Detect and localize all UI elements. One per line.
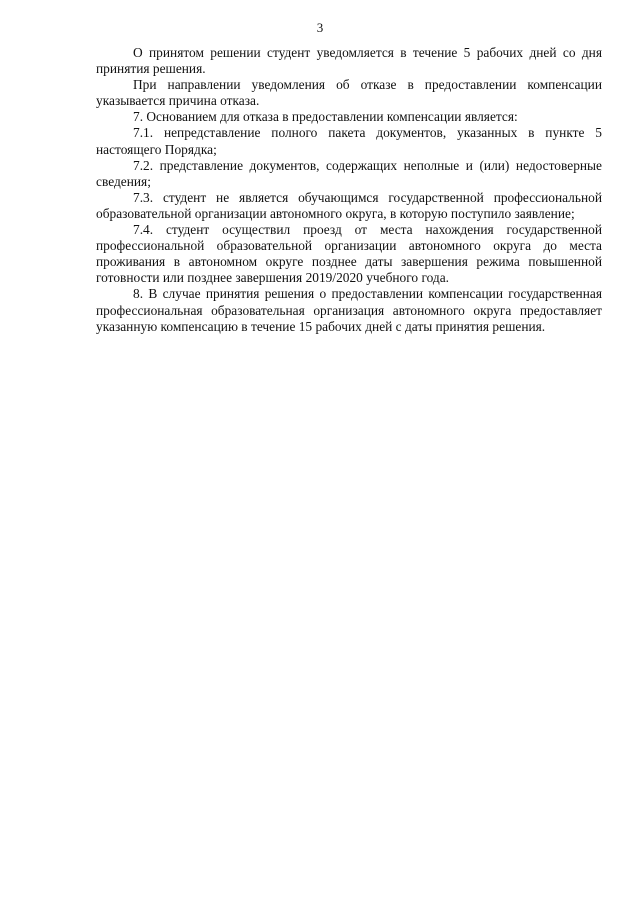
paragraph-7-2: 7.2. представление документов, содержащих неполные и (или) недостоверные сведения;	[96, 157, 602, 189]
paragraph-7: 7. Основанием для отказа в предоставлении компенсации является:	[133, 109, 518, 125]
paragraph-7-4: 7.4. студент осуществил проезд от места нахождения государственной профессиональной образовательной организации автономного округа до места проживания в автономном округе позднее даты завершения режима повышенной готовности или позднее завершения 2019/2020 учебного года.	[96, 222, 602, 286]
paragraph-notification: О принятом решении студент уведомляется в течение 5 рабочих дней со дня принятия решения.	[96, 45, 602, 77]
paragraph-refusal-reason: При направлении уведомления об отказе в предоставлении компенсации указывается причина отказа.	[96, 77, 602, 109]
paragraph-7-1: 7.1. непредставление полного пакета документов, указанных в пункте 5 настоящего Порядка;	[96, 125, 602, 157]
page-number: 3	[316, 20, 324, 35]
document-body	[96, 45, 602, 335]
paragraph-7-3: 7.3. студент не является обучающимся государственной профессиональной образовательной организации автономного округа, в которую поступило заявление;	[96, 189, 602, 221]
paragraph-8: 8. В случае принятия решения о предоставлении компенсации государственная профессиональная образовательная организация автономного округа предоставляет указанную компенсацию в течение 15 рабочих дней с даты принятия решения.	[96, 286, 602, 334]
